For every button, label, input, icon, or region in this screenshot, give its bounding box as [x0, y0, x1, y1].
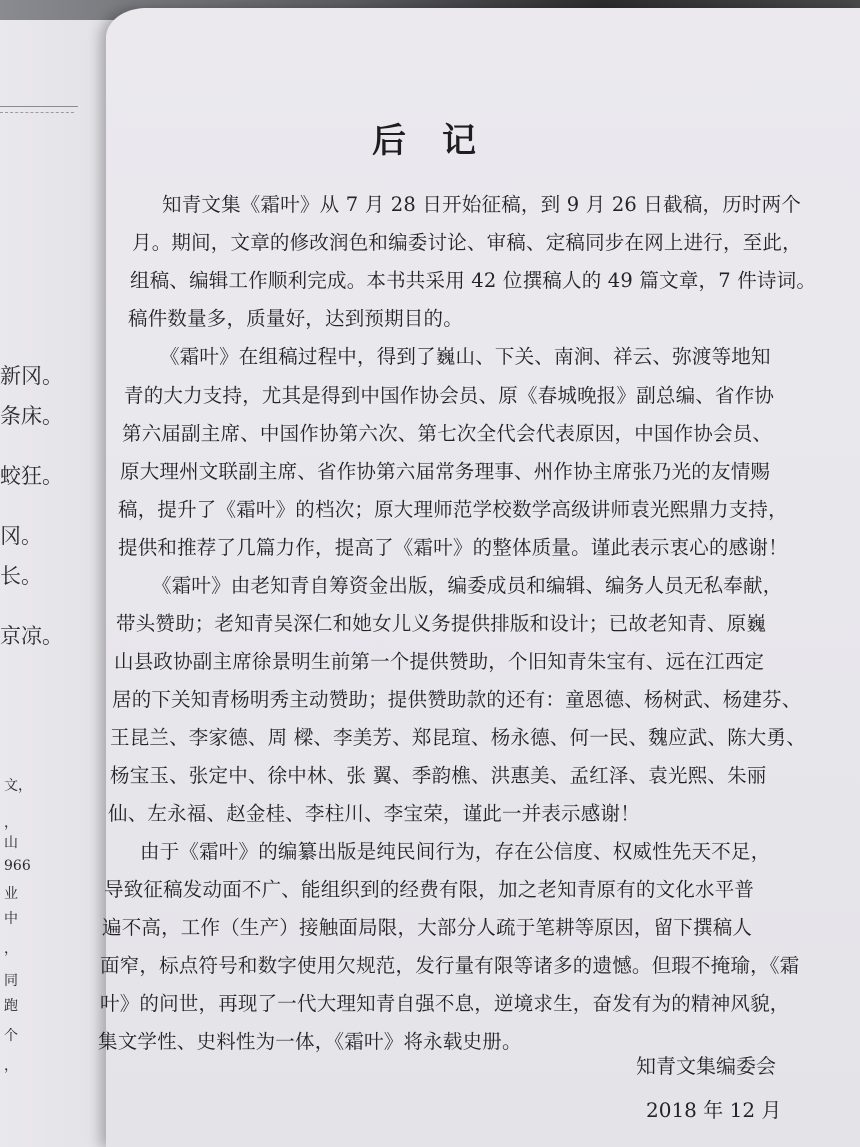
page-title: 后记 [372, 121, 512, 161]
text-line: 原大理州文联副主席、省作协第六届常务理事、州作协主席张乃光的友情赐 [120, 460, 771, 483]
left-page-fragment: 文， [4, 778, 32, 794]
text-line: 杨宝玉、张定中、徐中林、张 翼、季韵樵、洪惠美、孟红泽、袁光熙、朱丽 [110, 764, 767, 787]
text-line: 居的下关知青杨明秀主动赞助；提供赞助款的还有：童恩德、杨树武、杨建芬、 [112, 688, 802, 711]
left-page-fragment: 跑 [4, 998, 18, 1014]
left-page-fragment: 业 [4, 886, 18, 902]
left-page-fragment: 966 [4, 858, 31, 874]
left-page-line: 新冈。 [0, 364, 63, 388]
text-line: 面窄，标点符号和数字使用欠规范，发行量有限等诸多的遗憾。但瑕不掩瑜，《霜 [100, 954, 800, 977]
left-page-line: 蛟狂。 [0, 464, 63, 488]
left-page-fragment: 个 [4, 1028, 18, 1044]
text-line: 《霜叶》在组稿过程中，得到了巍山、下关、南涧、祥云、弥渡等地知 [160, 345, 771, 368]
left-page-fragment: ， [4, 815, 18, 831]
left-page-fragment: ， [4, 1058, 18, 1074]
header-rule-dashed [0, 112, 74, 113]
left-page-line: 长。 [0, 564, 42, 588]
text-line: 稿件数量多，质量好，达到预期目的。 [128, 307, 463, 330]
left-page-fragment: 中 [4, 911, 18, 927]
text-line: 导致征稿发动面不广、能组织到的经费有限，加之老知青原有的文化水平普 [104, 878, 755, 901]
left-page-fragment: ， [4, 941, 18, 957]
text-line: 山县政协副主席徐景明生前第一个提供赞助，个旧知青朱宝有、远在江西定 [114, 650, 765, 673]
text-line: 知青文集《霜叶》从 7 月 28 日开始征稿，到 9 月 26 日截稿，历时两个 [162, 193, 802, 216]
text-line: 第六届副主席、中国作协第六次、第七次全代会代表原因，中国作协会员、 [122, 422, 773, 445]
text-line: 月。期间，文章的修改润色和编委讨论、审稿、定稿同步在网上进行，至此， [132, 231, 802, 254]
text-line: 《霜叶》由老知青自筹资金出版，编委成员和编辑、编务人员无私奉献， [152, 574, 783, 597]
left-page-fragment: 山 [4, 835, 18, 851]
left-page-line: 京凉。 [0, 624, 63, 648]
text-line: 青的大力支持，尤其是得到中国作协会员、原《春城晚报》副总编、省作协 [124, 384, 775, 407]
left-page-line: 冈。 [0, 524, 42, 548]
text-line: 提供和推荐了几篇力作，提高了《霜叶》的整体质量。谨此表示衷心的感谢！ [118, 536, 788, 559]
left-page-line: 条床。 [0, 404, 63, 428]
text-line: 王昆兰、李家德、周 樑、李美芳、郑昆瑄、杨永德、何一民、魏应武、陈大勇、 [110, 726, 806, 749]
header-rule [0, 106, 78, 107]
text-line: 带头赞助；老知青吴深仁和她女儿义务提供排版和设计；已故老知青、原巍 [116, 612, 767, 635]
text-line: 集文学性、史料性为一体，《霜叶》将永载史册。 [98, 1030, 522, 1053]
text-line: 叶》的问世，再现了一代大理知青自强不息，逆境求生，奋发有为的精神风貌， [100, 992, 790, 1015]
date: 2018 年 12 月 [646, 1098, 782, 1122]
text-line: 由于《霜叶》的编纂出版是纯民间行为，存在公信度、权威性先天不足， [140, 840, 771, 863]
text-line: 组稿、编辑工作顺利完成。本书共采用 42 位撰稿人的 49 篇文章，7 件诗词。 [130, 269, 817, 292]
text-line: 仙、左永福、赵金桂、李柱川、李宝荣，谨此一并表示感谢！ [108, 802, 640, 825]
signature: 知青文集编委会 [636, 1054, 776, 1078]
text-line: 遍不高，工作（生产）接触面局限，大部分人疏于笔耕等原因，留下撰稿人 [102, 916, 753, 939]
left-page-fragment: 同 [4, 973, 18, 989]
text-line: 稿，提升了《霜叶》的档次；原大理师范学校数学高级讲师袁光熙鼎力支持， [118, 498, 788, 521]
